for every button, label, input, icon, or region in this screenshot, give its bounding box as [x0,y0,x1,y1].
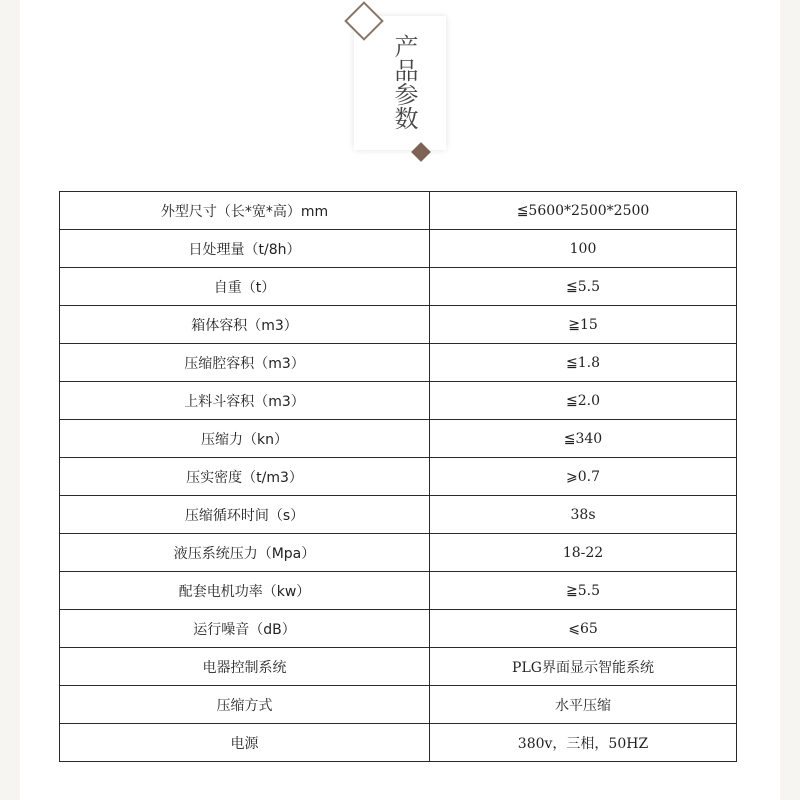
param-label: 压缩力（kn） [60,420,430,458]
param-value: PLG界面显示智能系统 [430,648,737,686]
param-label: 压实密度（t/m3） [60,458,430,496]
param-label: 配套电机功率（kw） [60,572,430,610]
page-title: 产品参数 [390,34,418,130]
param-value: ≦2.0 [430,382,737,420]
table-row [60,344,737,382]
param-value: ≦5.5 [430,268,737,306]
param-value: 380v，三相，50HZ [430,724,737,762]
table-row [60,458,737,496]
param-value: ≧5.5 [430,572,737,610]
param-value: ≦1.8 [430,344,737,382]
param-value: ⩾0.7 [430,458,737,496]
table-row [60,496,737,534]
table-row [60,534,737,572]
param-label: 上料斗容积（m3） [60,382,430,420]
param-value: 38s [430,496,737,534]
param-label: 运行噪音（dB） [60,610,430,648]
param-value: ≧15 [430,306,737,344]
param-label: 压缩循环时间（s） [60,496,430,534]
param-value: ≦5600*2500*2500 [430,192,737,230]
parameter-table [59,191,737,762]
table-row [60,230,737,268]
table-row [60,192,737,230]
param-value: 18-22 [430,534,737,572]
table-row [60,420,737,458]
param-label: 液压系统压力（Mpa） [60,534,430,572]
table-row [60,572,737,610]
table-row [60,306,737,344]
table-row [60,382,737,420]
table-row [60,686,737,724]
table-row [60,610,737,648]
param-label: 电器控制系统 [60,648,430,686]
param-label: 电源 [60,724,430,762]
param-value: ≦340 [430,420,737,458]
param-label: 压缩腔容积（m3） [60,344,430,382]
param-label: 外型尺寸（长*宽*高）mm [60,192,430,230]
table-row [60,724,737,762]
param-value: 水平压缩 [430,686,737,724]
table-row [60,268,737,306]
param-label: 自重（t） [60,268,430,306]
param-label: 日处理量（t/8h） [60,230,430,268]
param-label: 压缩方式 [60,686,430,724]
table-row [60,648,737,686]
param-value: ⩽65 [430,610,737,648]
param-label: 箱体容积（m3） [60,306,430,344]
param-value: 100 [430,230,737,268]
